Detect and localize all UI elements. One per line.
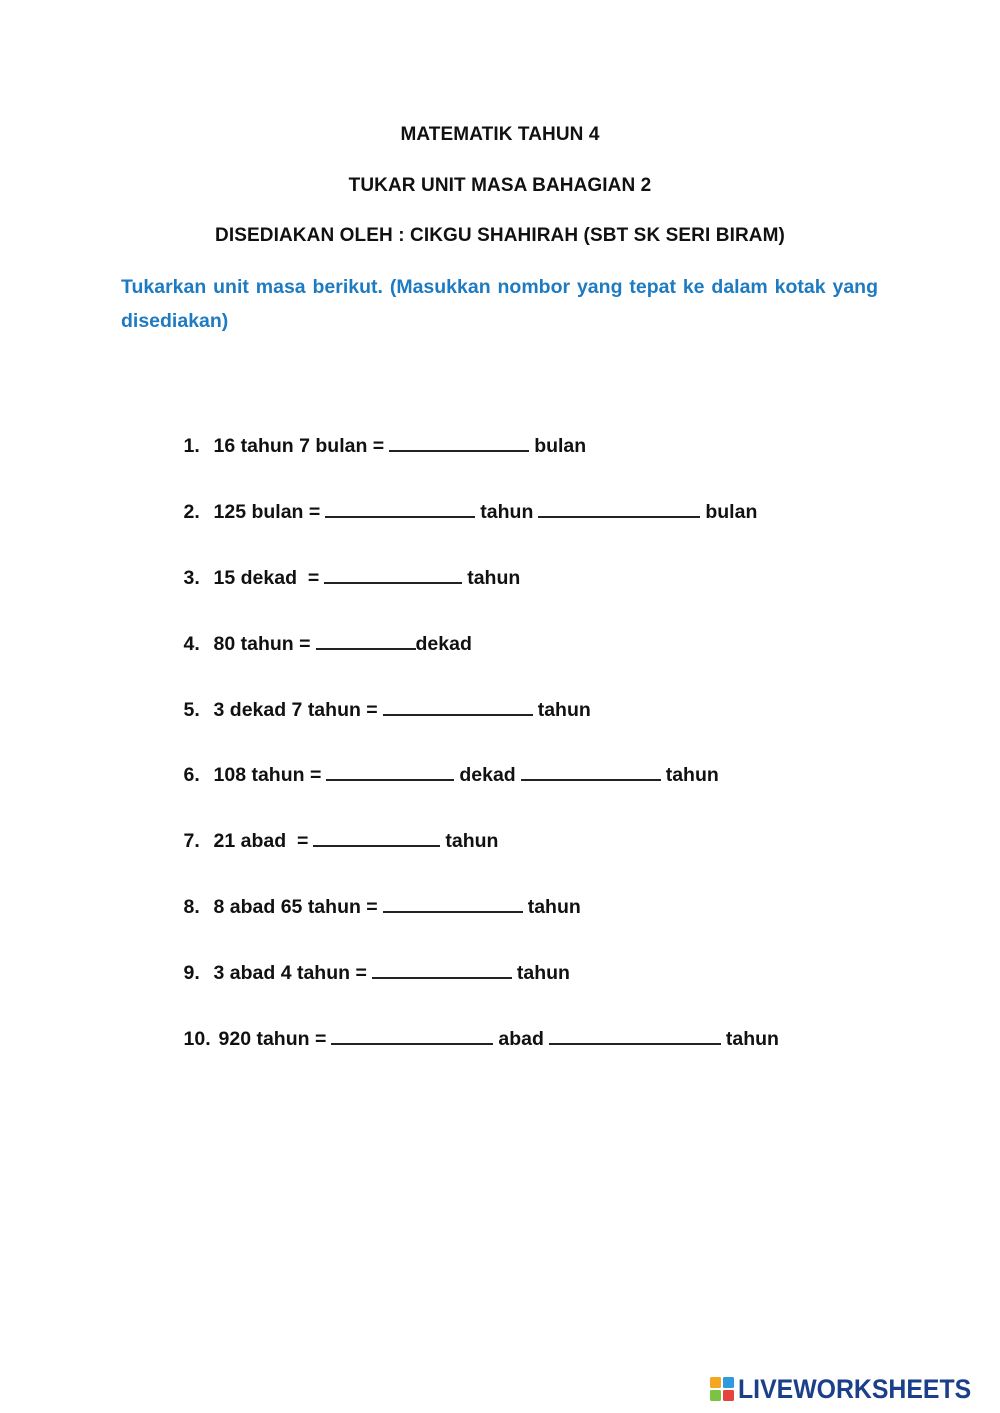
answer-blank[interactable]	[331, 1025, 493, 1045]
question-prefix: 8 abad 65 tahun =	[213, 896, 378, 919]
question-list	[151, 404, 779, 1063]
liveworksheets-logo-icon	[709, 1376, 735, 1402]
question-item	[151, 404, 779, 470]
answer-blank[interactable]	[389, 432, 529, 452]
question-unit: tahun	[725, 1028, 779, 1051]
question-number: 3.	[183, 566, 200, 589]
answer-blank[interactable]	[313, 827, 440, 847]
logo-square-b	[723, 1377, 734, 1388]
question-item	[151, 536, 779, 602]
question-prefix: 920 tahun =	[218, 1028, 327, 1051]
question-unit: tahun	[665, 764, 719, 787]
question-item	[151, 733, 779, 799]
question-number: 1.	[183, 435, 200, 457]
question-prefix: 3 abad 4 tahun =	[213, 962, 367, 985]
question-unit: bulan	[534, 435, 587, 457]
answer-blank[interactable]	[538, 498, 700, 518]
logo-square-d	[723, 1390, 734, 1401]
question-number: 9.	[183, 962, 200, 985]
question-prefix: 21 abad =	[213, 830, 309, 853]
answer-blank[interactable]	[549, 1025, 721, 1045]
question-number: 6.	[183, 764, 200, 787]
answer-blank[interactable]	[372, 959, 512, 979]
question-number: 5.	[183, 698, 200, 721]
question-number: 4.	[183, 632, 200, 655]
question-unit: dekad	[415, 632, 472, 655]
question-item	[151, 668, 779, 734]
question-prefix: 16 tahun 7 bulan =	[213, 435, 385, 457]
worksheet-author: DISEDIAKAN OLEH : CIKGU SHAHIRAH (SBT SK SERI BIRAM)	[215, 225, 785, 246]
question-number: 7.	[183, 830, 200, 853]
answer-blank[interactable]	[521, 761, 661, 781]
question-item	[151, 799, 779, 865]
answer-blank[interactable]	[383, 893, 523, 913]
question-unit: tahun	[480, 500, 534, 523]
question-prefix: 15 dekad =	[213, 566, 320, 589]
worksheet-title: MATEMATIK TAHUN 4	[400, 124, 600, 145]
answer-blank[interactable]	[383, 696, 533, 716]
question-unit: abad	[498, 1028, 544, 1051]
question-unit: tahun	[537, 698, 591, 721]
question-unit: tahun	[445, 830, 499, 853]
question-item	[151, 931, 779, 997]
question-prefix: 125 bulan =	[213, 500, 321, 523]
logo-square-a	[710, 1377, 721, 1388]
question-item	[151, 997, 779, 1063]
question-unit: bulan	[705, 500, 758, 523]
brand-name: LIVEWORKSHEETS	[738, 1373, 972, 1404]
question-number: 8.	[183, 896, 200, 919]
answer-blank[interactable]	[326, 761, 454, 781]
answer-blank[interactable]	[324, 564, 462, 584]
question-unit: tahun	[527, 896, 581, 919]
question-number: 2.	[183, 500, 200, 523]
question-prefix: 108 tahun =	[213, 764, 322, 787]
question-prefix: 80 tahun =	[213, 632, 311, 655]
question-item	[151, 865, 779, 931]
instruction-text: Tukarkan unit masa berikut. (Masukkan nombor yang tepat ke dalam kotak yang disediakan)	[121, 276, 878, 332]
question-item	[151, 602, 779, 668]
question-item	[151, 470, 779, 536]
answer-blank[interactable]	[325, 498, 475, 518]
question-unit: dekad	[459, 764, 516, 787]
worksheet-subtitle: TUKAR UNIT MASA BAHAGIAN 2	[348, 175, 652, 196]
logo-square-c	[710, 1390, 721, 1401]
question-prefix: 3 dekad 7 tahun =	[213, 698, 378, 721]
question-number: 10.	[183, 1028, 211, 1051]
liveworksheets-brand	[709, 1369, 992, 1409]
question-unit: tahun	[516, 962, 570, 985]
answer-blank[interactable]	[316, 630, 416, 650]
question-unit: tahun	[467, 566, 521, 589]
